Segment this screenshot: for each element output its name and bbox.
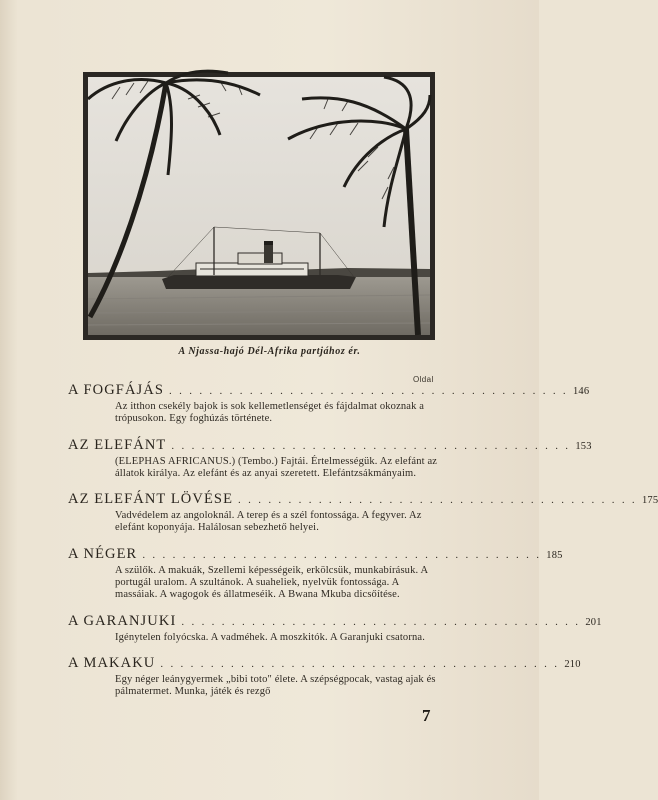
toc-entry: [68, 612, 602, 644]
toc-entry-description: Igénytelen folyócska. A vadméhek. A moszkitók. A Garanjuki csatorna.: [115, 631, 425, 643]
dot-leader: . . . . . . . . . . . . . . . . . . . . . . . . . . . . . . . . . . . . . . . .: [171, 439, 571, 452]
toc-entry-description: A szülők. A makuák, Szellemi képességeik, erkölcsük, munkabírásuk. A portugál uralom. A szultánok. A suaheliek, nyelvük fontossága. A massáiak. A wagogok és állatmeséik. A Bwana Mkuba dicsőítése.: [115, 564, 428, 601]
ship-photograph: [83, 72, 435, 340]
toc-entry-description: Vadvédelem az angoloknál. A terep és a szél fontossága. A fegyver. Az elefánt koponyája. Halálosan sebezhető helyei.: [115, 510, 422, 534]
toc-entry-description: Az itthon csekély bajok is sok kellemetlenséget és fájdalmat okoznak a trópusokon. Egy foghúzás története.: [115, 401, 425, 425]
toc-entry-description: (ELEPHAS AFRICANUS.) (Tembo.) Fajtái. Értelmességük. Az elefánt az állatok királya. Az elefánt és az anyai szeretett. Elefántzsákmányaim.: [115, 455, 438, 479]
dot-leader: . . . . . . . . . . . . . . . . . . . . . . . . . . . . . . . . . . . . . . . .: [160, 657, 560, 670]
toc-entry-page: 201: [585, 616, 602, 628]
page-number: 7: [422, 706, 431, 725]
toc-entry-page: 146: [572, 386, 590, 397]
toc-entry: [68, 654, 581, 699]
toc-entry-title: A MAKAKU: [68, 654, 156, 671]
toc-entry: [68, 491, 658, 535]
toc-entry: [68, 436, 592, 481]
page-column-label: Oldal: [413, 375, 434, 384]
toc-entry-head: [68, 654, 581, 673]
toc-entry-page: 210: [564, 658, 581, 670]
dot-leader: . . . . . . . . . . . . . . . . . . . . . . . . . . . . . . . . . . . . . . . .: [142, 548, 542, 561]
toc-entry-page: 175: [641, 495, 658, 507]
toc-entry-head: [68, 491, 658, 509]
toc-entry-head: [68, 612, 602, 631]
toc-entry-page: 153: [575, 440, 592, 452]
dot-leader: . . . . . . . . . . . . . . . . . . . . . . . . . . . . . . . . . . . . . . . .: [181, 615, 581, 628]
toc-entry-title: A NÉGER: [68, 545, 138, 562]
toc-entry-title: AZ ELEFÁNT: [68, 436, 167, 453]
toc-entry-head: [68, 382, 590, 400]
ship-photo-illustration: [88, 77, 430, 335]
toc-entry-head: [68, 436, 592, 455]
table-of-contents: [68, 382, 658, 710]
photo-caption: A Njassa-hajó Dél-Afrika partjához ér.: [178, 346, 361, 357]
dot-leader: . . . . . . . . . . . . . . . . . . . . . . . . . . . . . . . . . . . . . . . .: [169, 385, 568, 397]
toc-entry-head: [68, 545, 563, 564]
toc-entry-description: Egy néger leánygyermek „bibi toto" élete. A szépségpocak, vastag ajak és pálmatermet. Munka, játék és rezgő: [115, 673, 436, 698]
dot-leader: . . . . . . . . . . . . . . . . . . . . . . . . . . . . . . . . . . . . . . . .: [238, 494, 637, 507]
toc-entry-title: A FOGFÁJÁS: [68, 382, 165, 398]
toc-entry-title: AZ ELEFÁNT LÖVÉSE: [68, 491, 234, 508]
toc-entry-page: 185: [546, 549, 563, 561]
toc-entry: [68, 545, 563, 602]
toc-entry: [68, 382, 590, 426]
toc-entry-title: A GARANJUKI: [68, 612, 177, 629]
